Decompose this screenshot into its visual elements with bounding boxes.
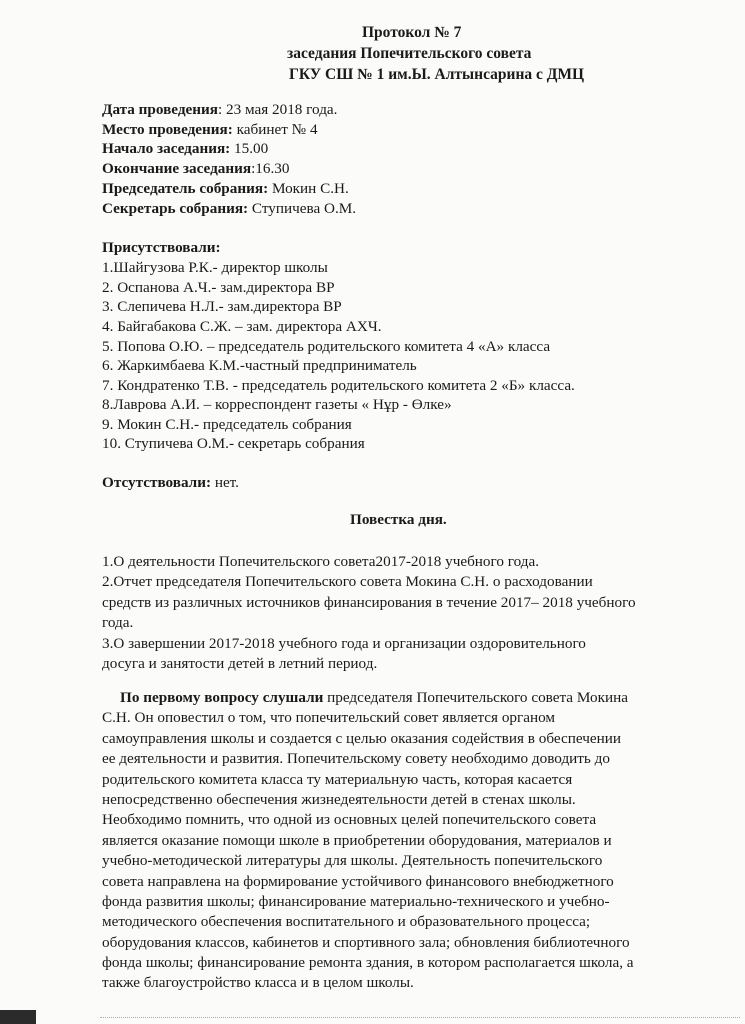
- attendee-item: 5. Попова О.Ю. – председатель родительского комитета 4 «А» класса: [102, 338, 551, 355]
- paragraph-line: учебно-методической литературы для школы. Деятельность попечительского: [102, 852, 603, 870]
- attendee-item: 9. Мокин С.Н.- председатель собрания: [102, 416, 352, 433]
- paragraph-line: ее деятельности и развития. Попечительскому совету необходимо доводить до: [102, 750, 610, 768]
- paragraph-line: является оказание помощи школе в приобретении оборудования, материалов и: [102, 831, 612, 849]
- attendee-item: 8.Лаврова А.И. – корреспондент газеты « Нұр - Өлке»: [102, 396, 452, 413]
- attendee-item: 6. Жаркимбаева К.М.-частный предприниматель: [102, 357, 417, 374]
- attendee-item: 10. Ступичева О.М.- секретарь собрания: [102, 435, 365, 452]
- agenda-heading: Повестка дня.: [350, 511, 447, 528]
- attendees-heading: [102, 238, 221, 258]
- scan-edge-mark: [0, 1010, 36, 1024]
- meta-date: [102, 100, 337, 120]
- meta-date-value: : 23 мая 2018 года.: [217, 101, 338, 118]
- paragraph-line: Необходимо помнить, что одной из основных целей попечительского совета: [102, 811, 597, 829]
- meta-chair-label: Председатель собрания:: [102, 180, 269, 197]
- meta-start-value: 15.00: [230, 140, 269, 157]
- meta-end-label: Окончание заседания: [102, 160, 252, 177]
- paragraph-line: родительского комитета класса ту материальную часть, которая касается: [102, 770, 573, 788]
- first-question-lead-rest: председателя Попечительского совета Мокина: [323, 689, 628, 706]
- agenda-line: 2.Отчет председателя Попечительского совета Мокина С.Н. о расходовании: [102, 573, 593, 591]
- paragraph-line: совета направлена на формирование устойчивого финансового внебюджетного: [102, 872, 614, 890]
- school-name: ГКУ СШ № 1 им.Ы. Алтынсарина с ДМЦ: [289, 66, 585, 83]
- paragraph-line: также благоустройство класса и в целом школы.: [102, 974, 414, 992]
- protocol-subtitle: заседания Попечительского совета: [287, 45, 532, 62]
- agenda-line: 3.О завершении 2017-2018 учебного года и организации оздоровительного: [102, 634, 586, 652]
- paragraph-line: самоуправления школы и создается с целью оказания содействия в обеспечении: [102, 729, 621, 747]
- attendee-item: 1.Шайгузова Р.К.- директор школы: [102, 259, 328, 276]
- meta-secretary-label: Секретарь собрания:: [102, 200, 249, 217]
- first-question-lead: [102, 688, 712, 708]
- meta-chair-value: Мокин С.Н.: [268, 180, 349, 197]
- first-question-bold: По первому вопросу слушали: [120, 689, 324, 706]
- absent-label: Отсутствовали:: [102, 474, 212, 491]
- meta-end: [102, 159, 289, 179]
- attendee-item: 3. Слепичева Н.Л.- зам.директора ВР: [102, 298, 342, 315]
- meta-end-value: :16.30: [251, 160, 290, 177]
- meta-start-label: Начало заседания:: [102, 140, 231, 157]
- attendee-item: 2. Оспанова А.Ч.- зам.директора ВР: [102, 279, 335, 296]
- paragraph-line: непосредственно обеспечения жизнедеятельности детей в стенах школы.: [102, 790, 576, 808]
- attendee-item: 4. Байгабакова С.Ж. – зам. директора АХЧ.: [102, 318, 382, 335]
- absent-line: [102, 473, 239, 493]
- first-question-paragraph: [102, 688, 712, 994]
- meta-place-label: Место проведения:: [102, 121, 233, 138]
- paragraph-line: фонда школы; финансирование ремонта здания, в котором располагается школа, а: [102, 954, 634, 972]
- agenda-line: года.: [102, 614, 134, 632]
- meta-secretary: [102, 199, 356, 219]
- meta-secretary-value: Ступичева О.М.: [248, 200, 357, 217]
- meta-place: [102, 120, 318, 140]
- paragraph-line: методического обеспечения воспитательного и образовательного процесса;: [102, 913, 591, 931]
- protocol-title: Протокол № 7: [362, 24, 462, 41]
- agenda-line: досуга и занятости детей в летний период.: [102, 654, 378, 672]
- absent-value: нет.: [211, 474, 239, 491]
- paragraph-line: С.Н. Он оповестил о том, что попечительский совет является органом: [102, 709, 556, 727]
- paragraph-line: фонда развития школы; финансирование материально-технического и учебно-: [102, 892, 610, 910]
- meta-start: [102, 139, 268, 159]
- attendee-item: 7. Кондратенко Т.В. - председатель родительского комитета 2 «Б» класса.: [102, 377, 575, 394]
- meta-date-label: Дата проведения: [102, 101, 218, 118]
- paragraph-line: оборудования классов, кабинетов и спортивного зала; обновления библиотечного: [102, 933, 630, 951]
- scan-bottom-edge: [100, 1017, 740, 1024]
- meta-place-value: кабинет № 4: [232, 121, 318, 138]
- agenda-list: [102, 552, 712, 674]
- agenda-line: 1.О деятельности Попечительского совета2017-2018 учебного года.: [102, 553, 540, 570]
- attendees-label: Присутствовали:: [102, 239, 221, 256]
- agenda-line: средств из различных источников финансирования в течение 2017– 2018 учебного: [102, 593, 636, 611]
- meta-chair: [102, 179, 349, 199]
